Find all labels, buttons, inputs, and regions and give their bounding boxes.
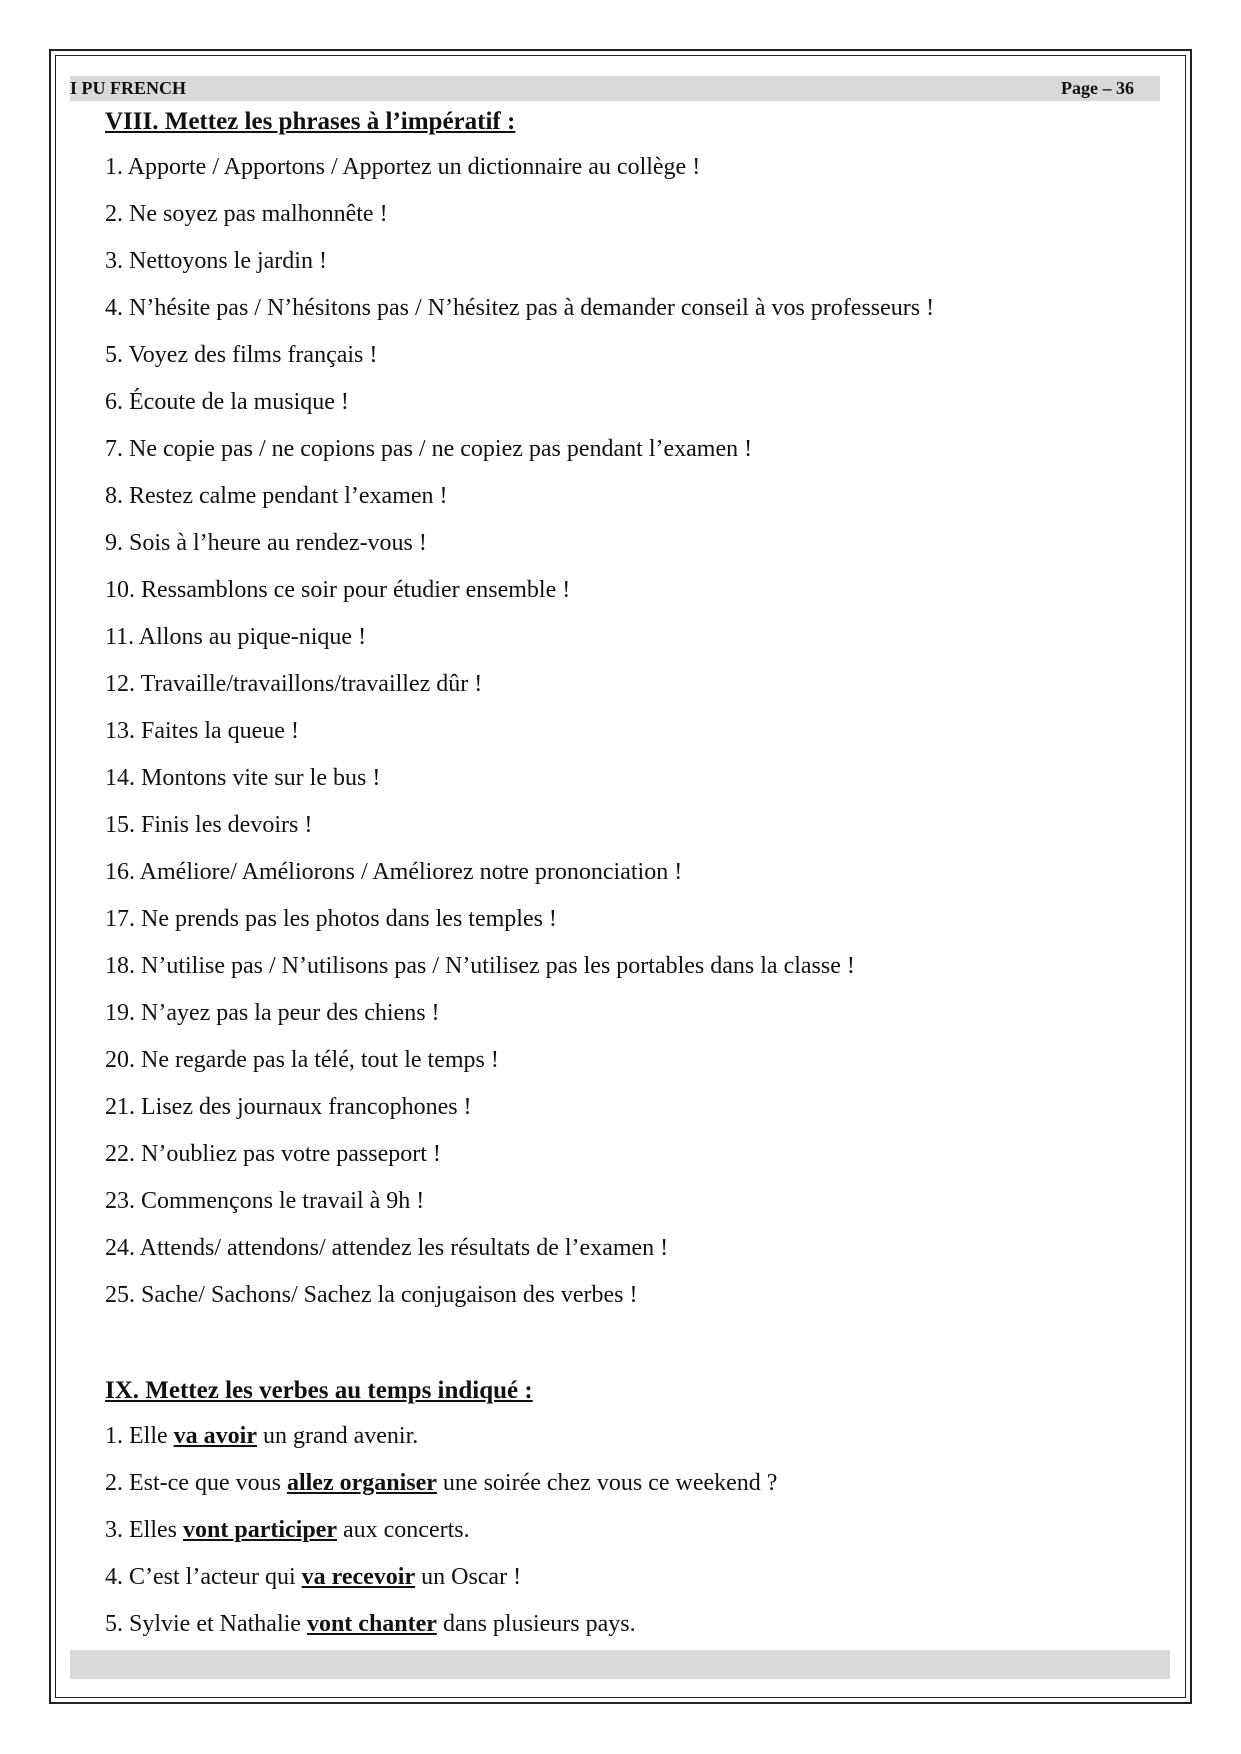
- document-body: [105, 100, 1145, 1648]
- sentence-start: 3. Elles: [105, 1517, 183, 1543]
- answer-verb: vont chanter: [306, 1611, 437, 1637]
- list-item: 15. Finis les devoirs !: [105, 812, 313, 838]
- sentence-start: 1. Elle: [105, 1423, 174, 1449]
- list-item: [105, 1601, 1145, 1648]
- sentence-end: un Oscar !: [415, 1564, 522, 1590]
- section-spacer: [105, 1319, 1145, 1369]
- sentence-start: 5. Sylvie et Nathalie: [105, 1611, 307, 1637]
- list-item: [105, 1413, 1145, 1460]
- list-item: 2. Ne soyez pas malhonnête !: [105, 201, 388, 227]
- section-8-list: [105, 144, 1145, 1319]
- list-item: [105, 1460, 1145, 1507]
- list-item: 10. Ressamblons ce soir pour étudier ensemble !: [105, 577, 571, 603]
- answer-verb: va avoir: [173, 1423, 257, 1449]
- list-item: 9. Sois à l’heure au rendez-vous !: [105, 530, 427, 556]
- list-item: 24. Attends/ attendons/ attendez les résultats de l’examen !: [105, 1235, 669, 1261]
- list-item: 21. Lisez des journaux francophones !: [105, 1094, 472, 1120]
- list-item: 3. Nettoyons le jardin !: [105, 248, 327, 274]
- list-item: 12. Travaille/travaillons/travaillez dûr !: [105, 671, 483, 697]
- list-item: 16. Améliore/ Améliorons / Améliorez notre prononciation !: [105, 859, 683, 885]
- answer-verb: va recevoir: [301, 1564, 416, 1590]
- section-8-title: VIII. Mettez les phrases à l’impératif :: [105, 108, 516, 135]
- list-item: 20. Ne regarde pas la télé, tout le temps !: [105, 1047, 499, 1073]
- list-item: 14. Montons vite sur le bus !: [105, 765, 381, 791]
- sentence-end: aux concerts.: [336, 1517, 470, 1543]
- list-item: 23. Commençons le travail à 9h !: [105, 1188, 425, 1214]
- list-item: 19. N’ayez pas la peur des chiens !: [105, 1000, 440, 1026]
- list-item: 22. N’oubliez pas votre passeport !: [105, 1141, 441, 1167]
- list-item: 1. Apporte / Apportons / Apportez un dictionnaire au collège !: [105, 154, 701, 180]
- header-course-title: I PU FRENCH: [70, 78, 186, 98]
- list-item: 17. Ne prends pas les photos dans les temples !: [105, 906, 557, 932]
- list-item: 8. Restez calme pendant l’examen !: [105, 483, 448, 509]
- list-item: 25. Sache/ Sachons/ Sachez la conjugaison des verbes !: [105, 1282, 638, 1308]
- sentence-end: une soirée chez vous ce weekend ?: [436, 1470, 778, 1496]
- section-9-list: [105, 1413, 1145, 1648]
- list-item: 6. Écoute de la musique !: [105, 389, 349, 415]
- list-item: 5. Voyez des films français !: [105, 342, 378, 368]
- list-item: 7. Ne copie pas / ne copions pas / ne copiez pas pendant l’examen !: [105, 436, 753, 462]
- list-item: [105, 1507, 1145, 1554]
- sentence-end: dans plusieurs pays.: [436, 1611, 636, 1637]
- list-item: 18. N’utilise pas / N’utilisons pas / N’utilisez pas les portables dans la classe !: [105, 953, 855, 979]
- list-item: 11. Allons au pique-nique !: [105, 624, 367, 650]
- header-bar: [70, 76, 1160, 101]
- footer-bar: [70, 1650, 1170, 1679]
- sentence-start: 4. C’est l’acteur qui: [105, 1564, 302, 1590]
- section-9-title: IX. Mettez les verbes au temps indiqué :: [105, 1377, 533, 1404]
- answer-verb: allez organiser: [286, 1470, 437, 1496]
- list-item: 4. N’hésite pas / N’hésitons pas / N’hésitez pas à demander conseil à vos professeurs !: [105, 295, 935, 321]
- list-item: [105, 1554, 1145, 1601]
- answer-verb: vont participer: [183, 1517, 337, 1543]
- sentence-end: un grand avenir.: [256, 1423, 419, 1449]
- list-item: 13. Faites la queue !: [105, 718, 299, 744]
- sentence-start: 2. Est-ce que vous: [105, 1470, 287, 1496]
- header-page-number: Page – 36: [1061, 78, 1134, 98]
